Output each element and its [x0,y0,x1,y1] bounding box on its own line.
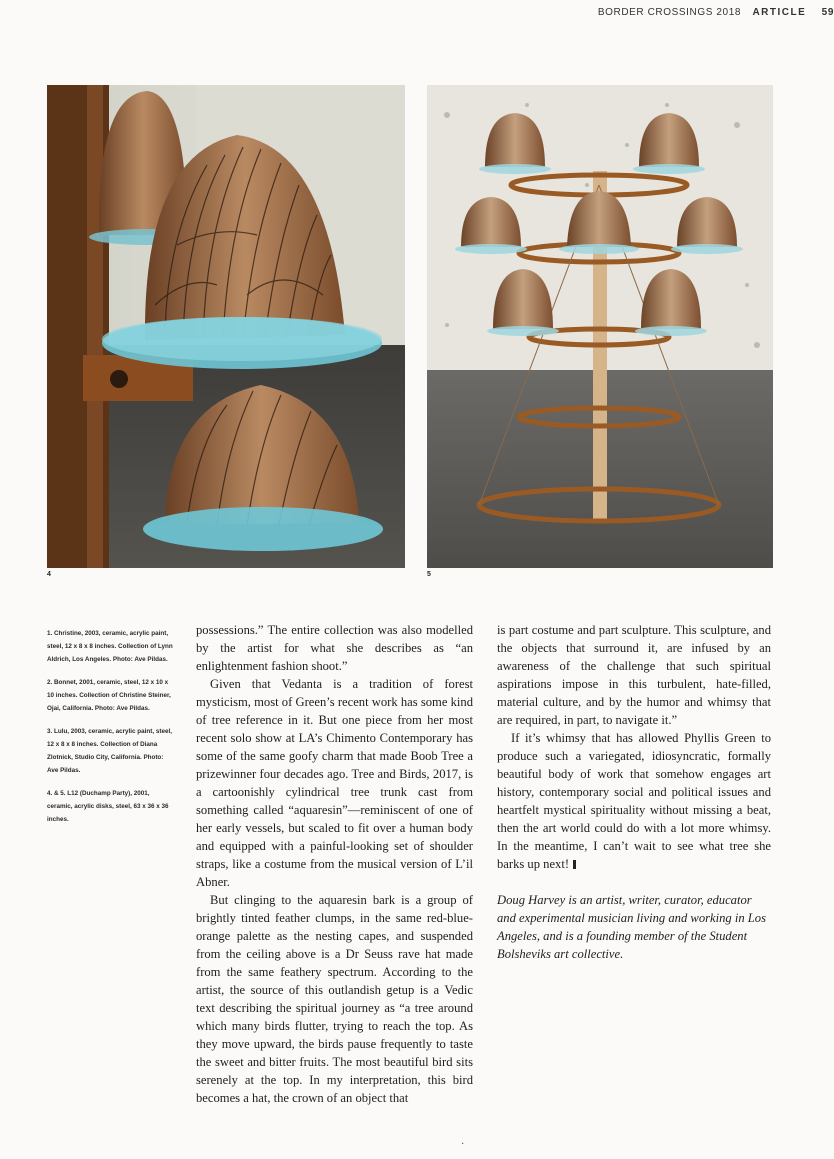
caption-item: 3. Lulu, 2003, ceramic, acrylic paint, steel, 12 x 8 x 8 inches. Collection of Diana Zlotnick, Studio City, California. Photo: Ave Pildas. [47,728,172,774]
section-label: ARTICLE [752,7,807,18]
publication-name: BORDER CROSSINGS 2018 [597,7,742,18]
body-column-1 [196,621,473,1107]
paragraph-final [497,729,771,873]
sculpture-closeup-image [47,85,405,568]
figure-4-photo [47,85,405,568]
end-mark-icon [573,860,576,869]
caption-list [47,627,175,836]
page-number: 59 [821,7,834,18]
paragraph: Given that Vedanta is a tradition of forest mysticism, most of Green’s recent work has some kind of tree reference in it. But one piece from her most recent solo show at LA’s Chimento Contemporary has some of the same goofy charm that made Boob Tree a prizewinner four decades ago. Tree and Birds, 2017, is a cartoonishly cylindrical tree trunk cast from something called “aquaresin”—reminiscent of one of her early vessels, but scaled to fit over a human body and equipped with a painful-looking set of shoulder straps, like a costume from the musical version of L’il Abner. [196,677,473,889]
paragraph: is part costume and part sculpture. This sculpture, and the objects that surround it, are infused by an awareness of the challenge that such spiritual aspirations impose in this turbulent, hate-filled, material culture, and by the humor and whimsy that are required, in part, to navigate it.” [497,623,771,727]
footer-mark: · [461,1139,465,1150]
paragraph: possessions.” The entire collection was also modelled by the artist for what she describes as “an enlightenment fashion shoot.” [196,623,473,673]
caption-item: 2. Bonnet, 2001, ceramic, steel, 12 x 10 x 10 inches. Collection of Christine Steiner, Ojai, California. Photo: Ave Pildas. [47,679,171,712]
tiered-sculpture-image [427,85,773,568]
figure-5-number: 5 [427,571,431,578]
caption-item: 4. & 5. L12 (Duchamp Party), 2001, ceramic, acrylic disks, steel, 63 x 36 x 36 inches. [47,790,169,823]
running-header [598,7,834,21]
caption-item: 1. Christine, 2003, ceramic, acrylic paint, steel, 12 x 8 x 8 inches. Collection of Lynn Aldrich, Los Angeles. Photo: Ave Pildas. [47,630,173,663]
figure-4-number: 4 [47,571,51,578]
final-paragraph-text: If it’s whimsy that has allowed Phyllis Green to produce such a variegated, idiosyncratic, formally beautiful body of work that somehow engages art history, contemporary social and political issues and heartfelt mystical spirituality without missing a beat, then the art world could do with a lot more whimsy. In the meantime, I can’t wait to see what tree she barks up next! [497,731,771,871]
author-bio: Doug Harvey is an artist, writer, curator, educator and experimental musician living and working in Los Angeles, and is a founding member of the Student Bolsheviks art collective. [497,893,766,961]
paragraph: But clinging to the aquaresin bark is a group of brightly tinted feather clumps, in the same red-blue-orange palette as the nesting capes, and suspended from the ceiling above is a Dr Seuss rave hat made from the same feathery spectrum. According to the artist, the source of this outlandish getup is a Vedic text describing the spiritual journey as “a tree around which many birds flutter, trying to reach the top. As they move upward, the birds pause frequently to taste the sweet and bitter fruits. The most beautiful bird sits serenely at the top. In my interpretation, this bird becomes a hat, the crown of an object that [196,893,473,1105]
body-column-2 [497,621,771,963]
figure-5-photo [427,85,773,568]
